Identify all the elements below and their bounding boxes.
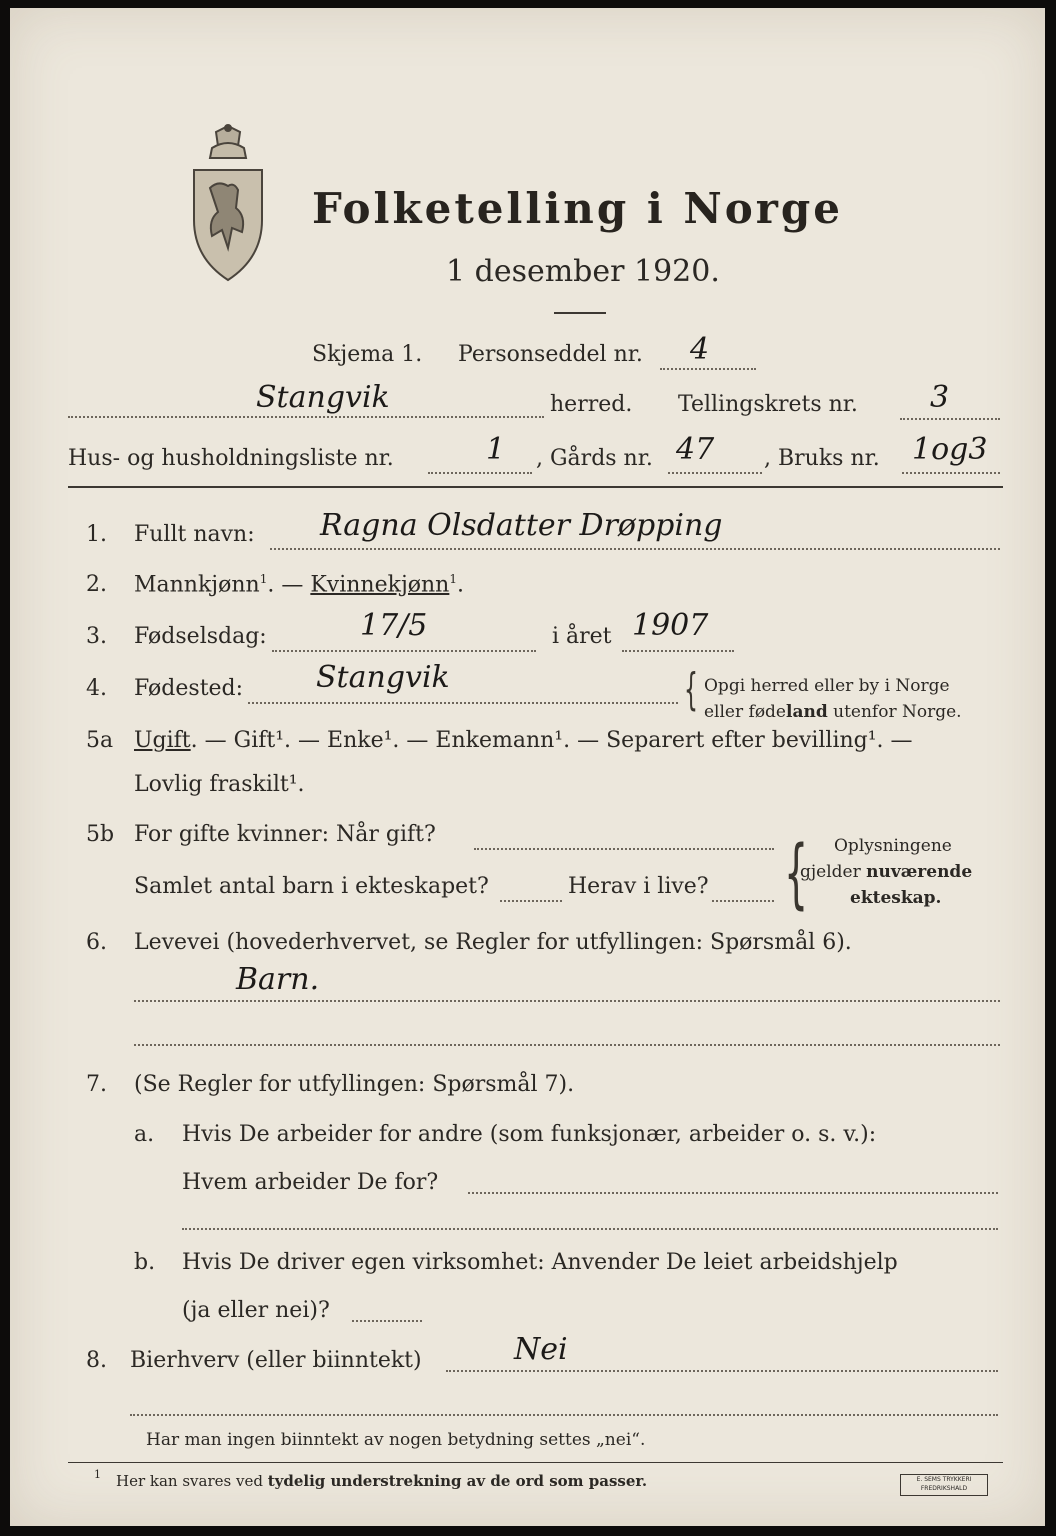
tellingskrets-line xyxy=(900,418,1000,420)
q7a-letter: a. xyxy=(134,1122,155,1147)
full-name-value[interactable]: Ragna Olsdatter Drøpping xyxy=(320,508,723,543)
q4-brace: { xyxy=(684,664,698,715)
q5b-line1: For gifte kvinner: Når gift? xyxy=(134,822,436,847)
q7b-letter: b. xyxy=(134,1250,156,1275)
header-rule xyxy=(68,486,1003,488)
gards-label: , Gårds nr. xyxy=(536,446,653,471)
male-period: . xyxy=(267,572,275,598)
male-footnote: 1 xyxy=(259,572,268,586)
q7-label: (Se Regler for utfyllingen: Spørsmål 7). xyxy=(134,1072,575,1097)
gender-options xyxy=(134,572,464,597)
q5b-line2: Samlet antal barn i ekteskapet? xyxy=(134,874,489,899)
q6-label: Levevei (hovederhvervet, se Regler for utfyllingen: Spørsmål 6). xyxy=(134,930,852,955)
q5a-line2: Lovlig fraskilt¹. xyxy=(134,772,305,797)
birth-year-value[interactable]: 1907 xyxy=(632,608,709,643)
q3-label: Fødselsdag: xyxy=(134,624,267,649)
q7b-line1: Hvis De driver egen virksomhet: Anvender De leiet arbeidshjelp xyxy=(182,1250,898,1275)
occupation-line2 xyxy=(134,1044,1000,1046)
personseddel-label: Personseddel nr. xyxy=(458,342,643,367)
q7b-line2: (ja eller nei)? xyxy=(182,1298,330,1323)
bruks-label: , Bruks nr. xyxy=(764,446,880,471)
q5b-note2: gjelder nuværende xyxy=(800,862,973,882)
year-label: i året xyxy=(552,624,612,649)
herred-value[interactable]: Stangvik xyxy=(256,380,390,415)
q4-number: 4. xyxy=(86,676,107,701)
marital-status-rest: . — Gift¹. — Enke¹. — Enkemann¹. — Separert efter bevilling¹. — xyxy=(190,728,913,753)
tellingskrets-label: Tellingskrets nr. xyxy=(678,392,858,417)
female-footnote: 1 xyxy=(449,572,457,586)
gards-value[interactable]: 47 xyxy=(676,432,715,467)
occupation-value[interactable]: Barn. xyxy=(236,962,320,997)
hus-label: Hus- og husholdningsliste nr. xyxy=(68,446,394,471)
footnote-text: Her kan svares ved tydelig understrekning av de ord som passer. xyxy=(116,1472,648,1490)
hus-line xyxy=(428,472,532,474)
hus-value[interactable]: 1 xyxy=(486,432,506,467)
birthplace-value[interactable]: Stangvik xyxy=(316,660,450,695)
birthplace-line xyxy=(248,702,678,704)
year-line xyxy=(622,650,734,652)
printer-stamp: E. SEMS TRYKKERI FREDRIKSHALD xyxy=(900,1474,988,1496)
coat-of-arms-icon xyxy=(188,124,268,284)
alive-line xyxy=(712,900,774,902)
bruks-value[interactable]: 1og3 xyxy=(912,432,988,467)
birthday-line xyxy=(272,650,536,652)
q3-number: 3. xyxy=(86,624,107,649)
bruks-line xyxy=(902,472,1000,474)
form-date: 1 desember 1920. xyxy=(446,254,720,289)
q7-number: 7. xyxy=(86,1072,107,1097)
side-income-line2 xyxy=(130,1414,998,1416)
q5b-number: 5b xyxy=(86,822,115,847)
personseddel-value[interactable]: 4 xyxy=(690,332,710,367)
q2-number: 2. xyxy=(86,572,107,597)
tellingskrets-value[interactable]: 3 xyxy=(930,380,950,415)
census-form-page xyxy=(10,8,1045,1526)
hired-help-line xyxy=(352,1320,422,1322)
q5b-brace: { xyxy=(784,828,809,917)
q8-label: Bierhverv (eller biinntekt) xyxy=(130,1348,422,1373)
q8-number: 8. xyxy=(86,1348,107,1373)
ugift-option-underlined[interactable]: Ugift xyxy=(134,728,191,753)
personseddel-line xyxy=(660,368,756,370)
employer-line2 xyxy=(182,1228,998,1230)
female-option-underlined[interactable]: Kvinnekjønn xyxy=(310,572,450,598)
employer-line1 xyxy=(468,1192,998,1194)
footer-rule xyxy=(68,1462,1003,1463)
footer-note: Har man ingen biinntekt av nogen betydning settes „nei“. xyxy=(146,1430,646,1450)
q4-label: Fødested: xyxy=(134,676,244,701)
herred-label: herred. xyxy=(550,392,633,417)
children-line xyxy=(500,900,562,902)
q1-number: 1. xyxy=(86,522,107,547)
q6-number: 6. xyxy=(86,930,107,955)
occupation-line1 xyxy=(134,1000,1000,1002)
side-income-value[interactable]: Nei xyxy=(514,1332,568,1367)
q5a-number: 5a xyxy=(86,728,114,753)
q5b-note3: ekteskap. xyxy=(850,888,942,908)
herav-label: Herav i live? xyxy=(568,874,709,899)
gender-separator: — xyxy=(281,572,304,598)
form-title: Folketelling i Norge xyxy=(312,184,844,233)
q7a-line1: Hvis De arbeider for andre (som funksjonær, arbeider o. s. v.): xyxy=(182,1122,877,1147)
q1-label: Fullt navn: xyxy=(134,522,255,547)
q1-line xyxy=(270,548,1000,550)
title-divider xyxy=(554,312,606,314)
birthday-value[interactable]: 17/5 xyxy=(360,608,428,643)
skjema-label: Skjema 1. xyxy=(312,342,423,367)
q4-note-line1: Opgi herred eller by i Norge xyxy=(704,676,950,696)
herred-line xyxy=(68,416,544,418)
footnote-number: 1 xyxy=(94,1468,101,1481)
q7a-line2: Hvem arbeider De for? xyxy=(182,1170,439,1195)
married-when-line xyxy=(474,848,774,850)
side-income-line1 xyxy=(446,1370,998,1372)
marital-status-options xyxy=(134,728,913,753)
female-period: . xyxy=(457,572,464,598)
q4-note-line2: eller fødeland utenfor Norge. xyxy=(704,702,962,722)
male-option[interactable]: Mannkjønn xyxy=(134,572,260,598)
q5b-note1: Oplysningene xyxy=(834,836,952,856)
gards-line xyxy=(668,472,762,474)
